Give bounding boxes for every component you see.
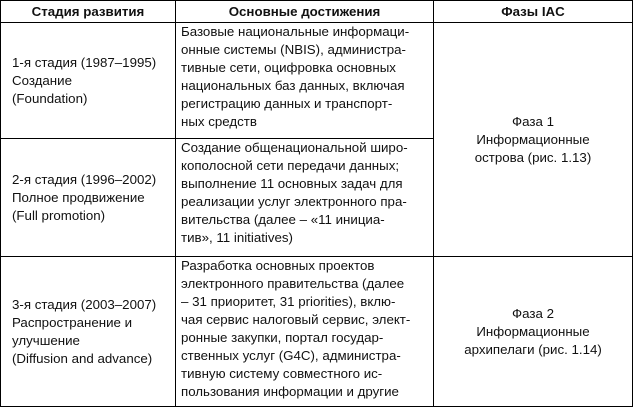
stage-line: Полное продвижение (12, 189, 145, 205)
phase-line: Информационные (476, 131, 590, 147)
table-row (1, 257, 633, 407)
stage-line: Распространение и (12, 314, 133, 330)
stage-line: (Diffusion and advance) (12, 350, 153, 366)
achievement-line: Базовые национальные информаци- (181, 24, 410, 39)
stage-line: 1-я стадия (1987–1995) (12, 54, 157, 70)
achievement-line: кополосной сети передачи данных; (181, 158, 400, 173)
phase-line: Фаза 1 (512, 113, 554, 129)
achievements-cell (176, 257, 434, 407)
achievement-line: ственных услуг (G4C), администра- (181, 348, 401, 363)
achievements-cell (176, 23, 434, 139)
achievement-line: тив», 11 initiatives) (181, 230, 293, 245)
phase-cell (434, 257, 633, 407)
achievement-line: пользования информации и другие (181, 384, 399, 399)
stage-line: 2-я стадия (1996–2002) (12, 171, 157, 187)
achievement-line: онные системы (NBIS), администра- (181, 42, 406, 57)
stage-cell (1, 139, 176, 257)
achievement-line: ных средств (181, 114, 257, 129)
achievement-line: тивные сети, оцифровка основных (181, 60, 396, 75)
stage-cell (1, 23, 176, 139)
achievements-cell (176, 139, 434, 257)
stage-line: улучшение (12, 332, 80, 348)
achievement-line: электронного правительства (далее (181, 276, 405, 291)
achievement-line: Разработка основных проектов (181, 258, 375, 273)
achievement-line: чая сервис налоговый сервис, элект- (181, 312, 411, 327)
achievement-line: тивную систему совместного ис- (181, 366, 383, 381)
phase-line: Фаза 2 (512, 305, 554, 321)
phase-line: острова (рис. 1.13) (474, 149, 592, 165)
stage-line: (Full promotion) (12, 207, 106, 223)
phase-line: Информационные (476, 323, 590, 339)
achievement-line: Создание общенациональной широ- (181, 140, 408, 155)
header-row (1, 1, 633, 23)
stage-line: (Foundation) (12, 90, 88, 106)
achievement-line: вительства (далее – «11 инициа- (181, 212, 385, 227)
achievement-line: – 31 приоритет, 31 priorities), вклю- (181, 294, 396, 309)
achievement-line: реализации услуг электронного пра- (181, 194, 407, 209)
achievement-line: выполнение 11 основных задач для (181, 176, 403, 191)
phase-line: архипелаги (рис. 1.14) (464, 341, 602, 357)
stage-line: Создание (12, 72, 72, 88)
stage-cell (1, 257, 176, 407)
stage-line: 3-я стадия (2003–2007) (12, 296, 157, 312)
table-row (1, 23, 633, 139)
achievement-line: национальных баз данных, включая (181, 78, 405, 93)
header-phases: Фазы IAC (434, 1, 633, 23)
header-achievements: Основные достижения (176, 1, 434, 23)
phase-cell (434, 23, 633, 257)
achievement-line: ронные закупки, портал государ- (181, 330, 384, 345)
achievement-line: регистрацию данных и транспорт- (181, 96, 393, 111)
header-stage: Стадия развития (1, 1, 176, 23)
